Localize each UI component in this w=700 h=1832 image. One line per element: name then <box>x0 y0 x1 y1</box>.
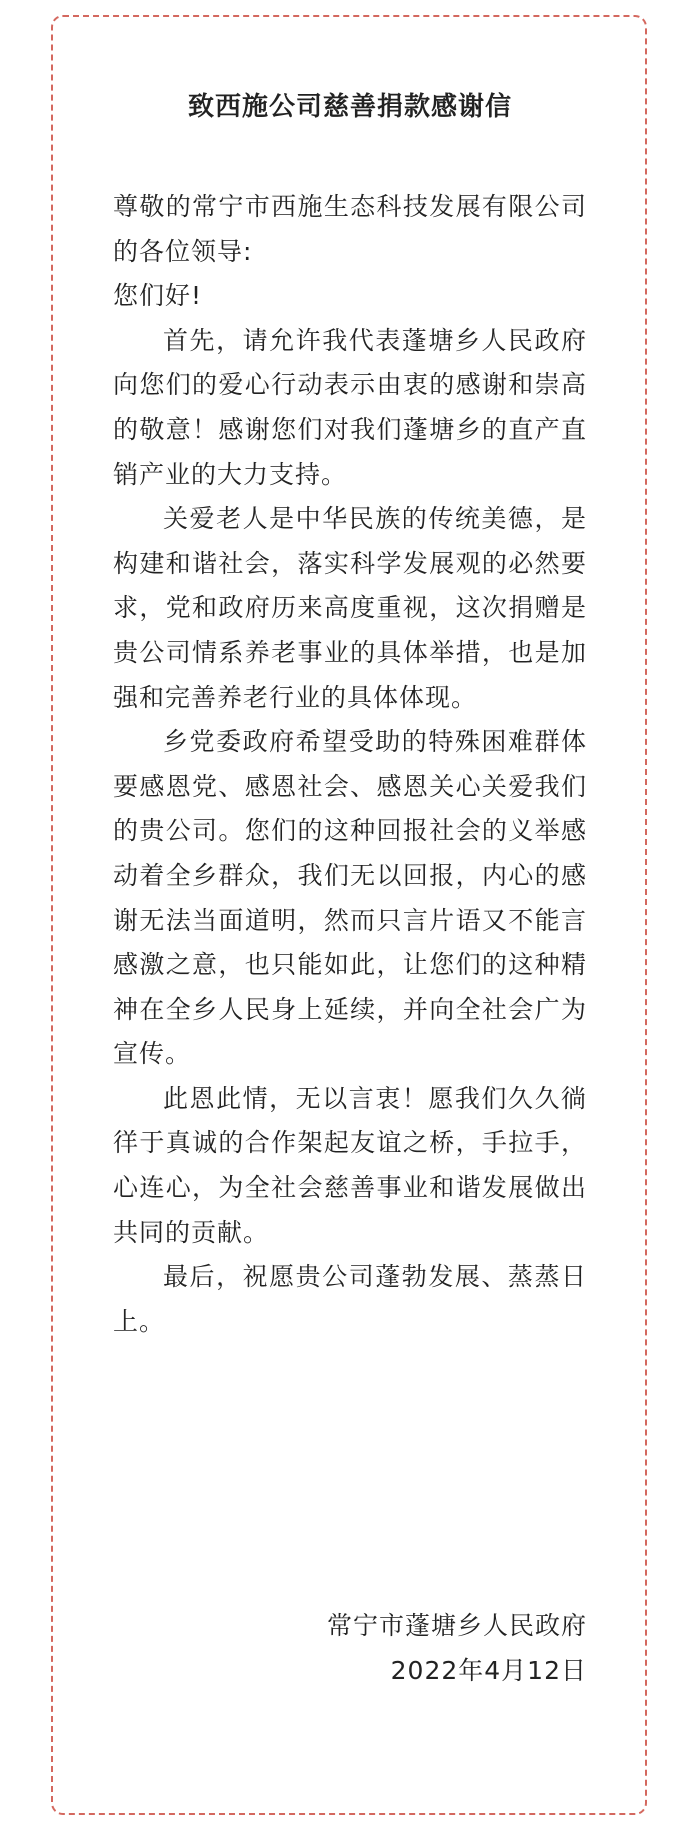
letter-paragraph-2: 关爱老人是中华民族的传统美德，是构建和谐社会，落实科学发展观的必然要求，党和政府历来高度重视，这次捐赠是贵公司情系养老事业的具体举措，也是加强和完善养老行业的具体体现。 <box>113 504 587 712</box>
letter-paragraph-4: 此恩此情，无以言衷！愿我们久久徜徉于真诚的合作架起友谊之桥，手拉手，心连心，为全社会慈善事业和谐发展做出共同的贡献。 <box>113 1083 587 1247</box>
letter-paragraph-1: 首先，请允许我代表蓬塘乡人民政府向您们的爱心行动表示由衷的感谢和崇高的敬意！感谢您们对我们蓬塘乡的直产直销产业的大力支持。 <box>113 325 587 489</box>
letter-body <box>113 185 587 1344</box>
signature-organization: 常宁市蓬塘乡人民政府 <box>326 1611 587 1640</box>
signature-date: 2022年4月12日 <box>390 1655 587 1685</box>
letter-signature <box>327 1604 587 1693</box>
letter-title: 致西施公司慈善捐款感谢信 <box>187 92 512 122</box>
letter-paragraph-3: 乡党委政府希望受助的特殊困难群体要感恩党、感恩社会、感恩关心关爱我们的贵公司。您们的这种回报社会的义举感动着全乡群众，我们无以回报，内心的感谢无法当面道明，然而只言片语又不能言感激之意，也只能如此，让您们的这种精神在全乡人民身上延续，并向全社会广为宣传。 <box>113 727 587 1069</box>
letter-greeting: 您们好! <box>113 281 203 311</box>
letter-salutation: 尊敬的常宁市西施生态科技发展有限公司的各位领导: <box>113 192 587 266</box>
letter-paragraph-5: 最后，祝愿贵公司蓬勃发展、蒸蒸日上。 <box>113 1262 587 1336</box>
